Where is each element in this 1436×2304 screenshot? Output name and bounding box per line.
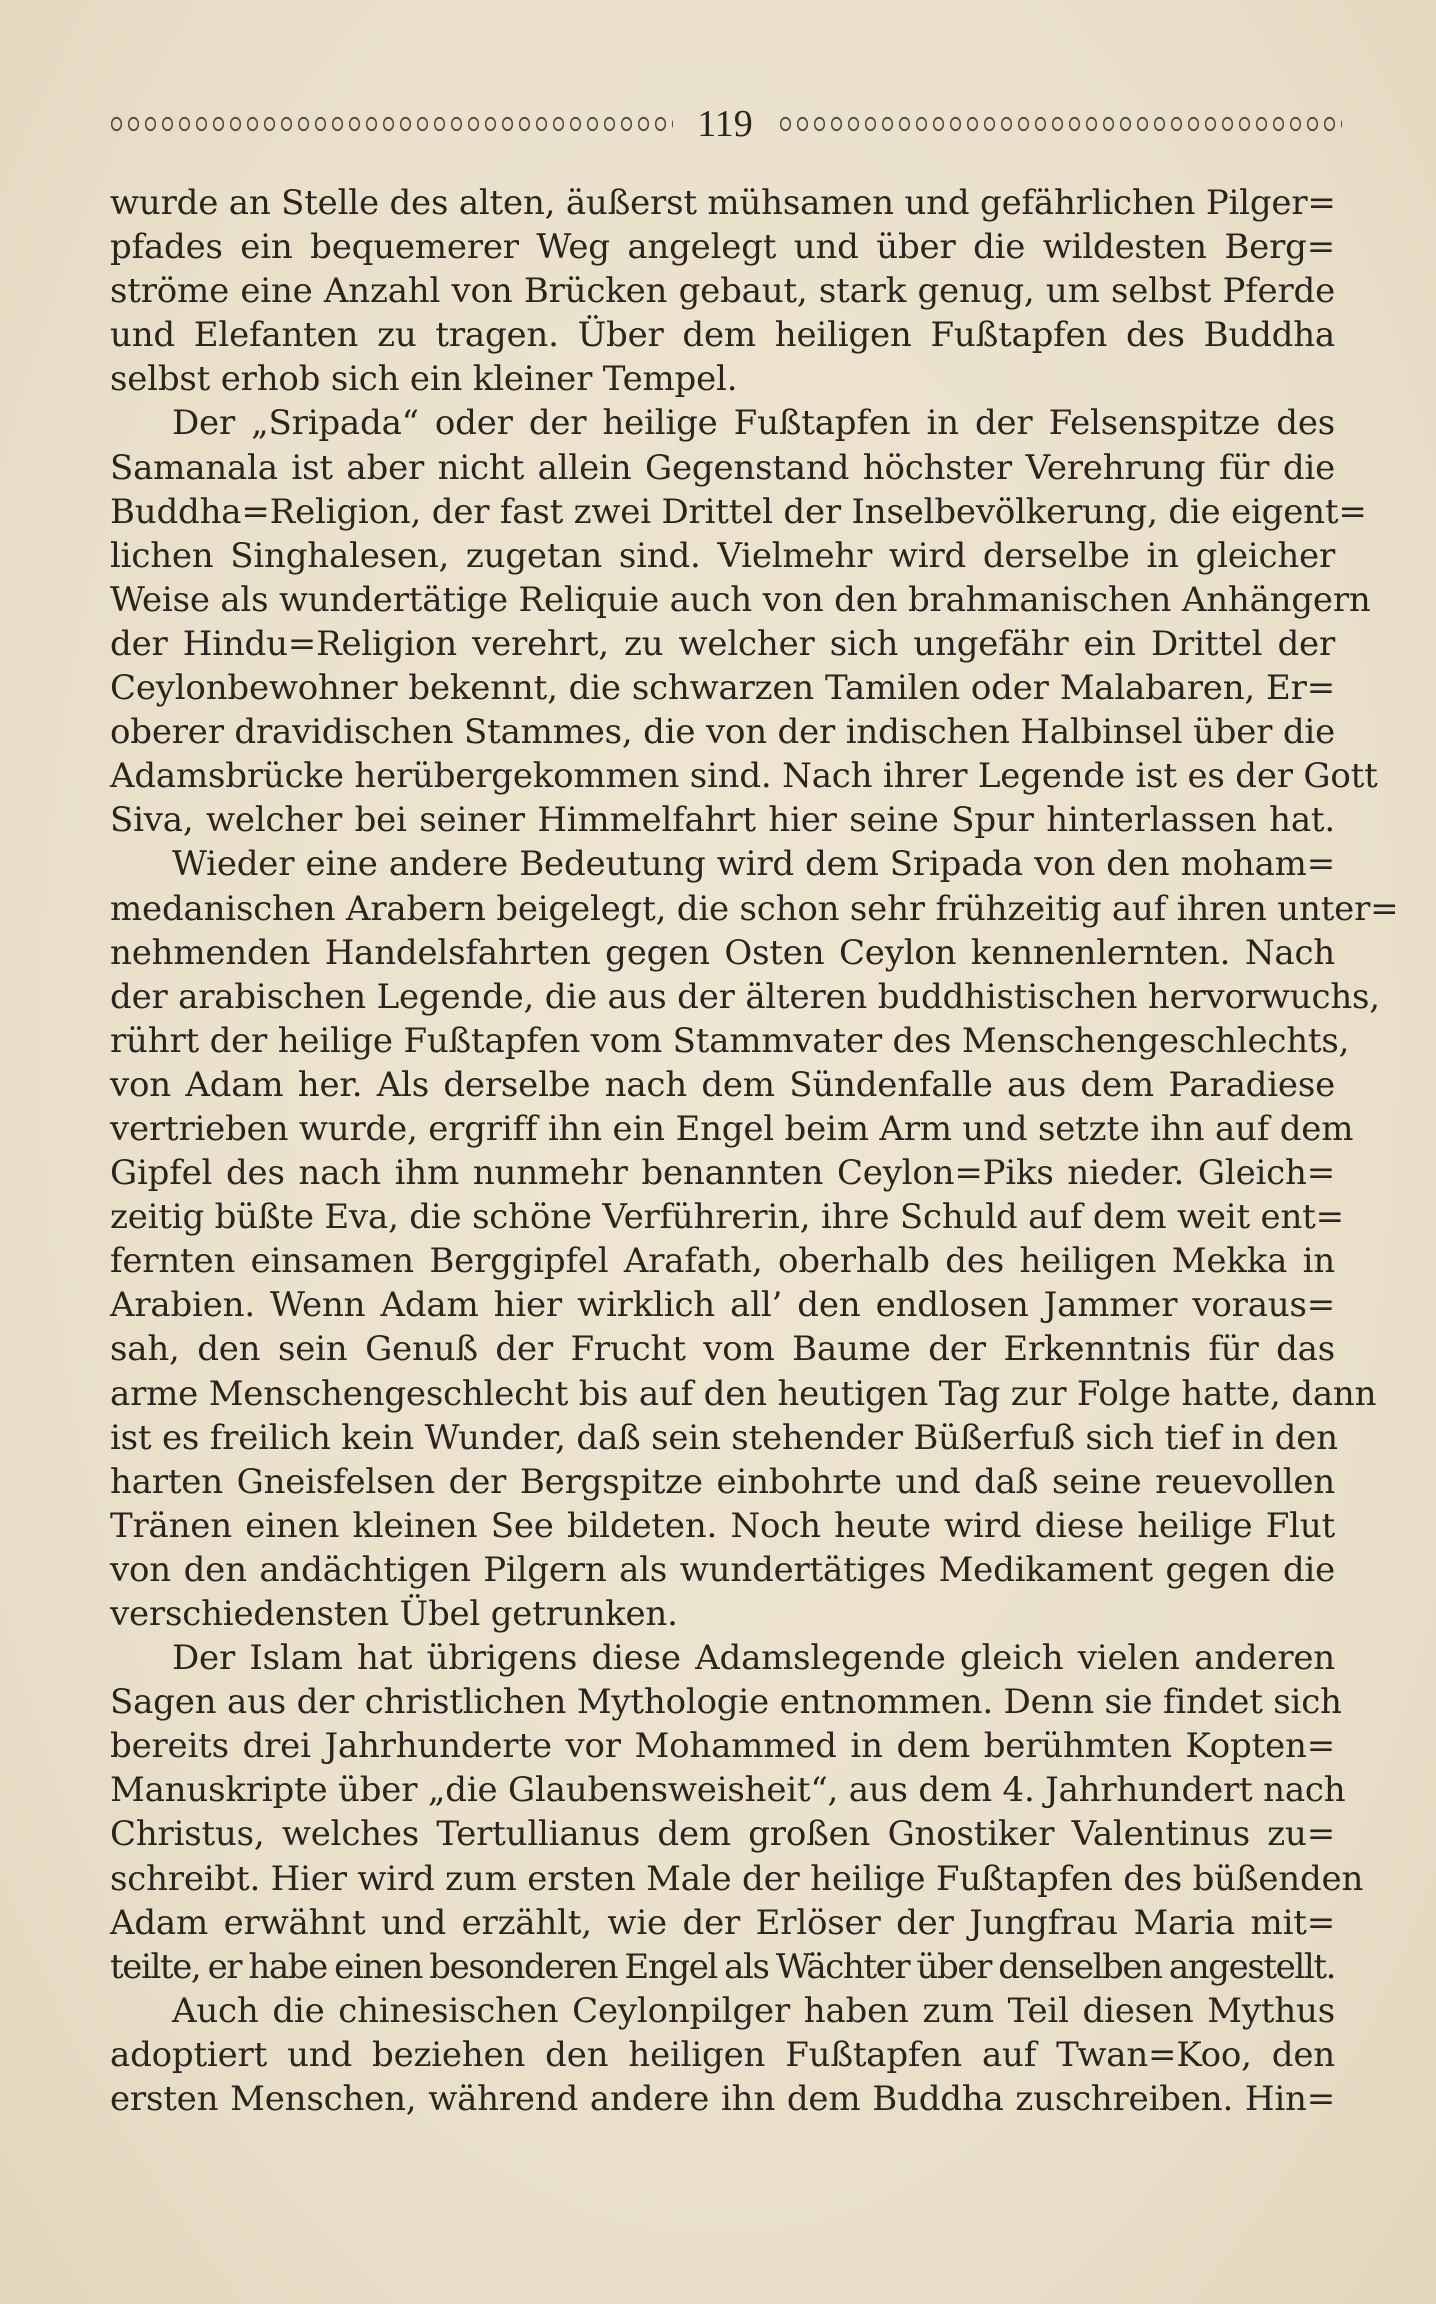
text-line: ist es freilich kein Wunder, daß sein stehender Büßerfuß sich tief in den xyxy=(110,1417,1338,1458)
text-line: Weise als wundertätige Reliquie auch von den brahmanischen Anhängern xyxy=(110,579,1371,620)
text-line: oberer dravidischen Stammes, die von der indischen Halbinsel über die xyxy=(110,712,1335,753)
text-line: nehmenden Handelsfahrten gegen Osten Ceylon kennenlernten. Nach xyxy=(110,932,1335,973)
text-line: Siva, welcher bei seiner Himmelfahrt hier seine Spur hinterlassen hat. xyxy=(110,800,1335,841)
text-line: Sagen aus der christlichen Mythologie entnommen. Denn sie findet sich xyxy=(110,1682,1342,1723)
page-number: 119 xyxy=(697,103,753,145)
body-text xyxy=(110,181,1399,2121)
text-line: Adam erwähnt und erzählt, wie der Erlöser der Jungfrau Maria mit= xyxy=(110,1902,1335,1943)
text-line: Der „Sripada“ oder der heilige Fußtapfen in der Felsenspitze des xyxy=(172,403,1335,444)
text-line: fernten einsamen Berggipfel Arafath, oberhalb des heiligen Mekka in xyxy=(110,1241,1335,1282)
text-line: der arabischen Legende, die aus der älteren buddhistischen hervorwuchs, xyxy=(110,976,1380,1017)
text-line: selbst erhob sich ein kleiner Tempel. xyxy=(110,359,738,400)
text-line: Manuskripte über „die Glaubensweisheit“, aus dem 4. Jahrhundert nach xyxy=(110,1770,1346,1811)
text-line: verschiedensten Übel getrunken. xyxy=(110,1594,678,1634)
text-line: Arabien. Wenn Adam hier wirklich all’ den endlosen Jammer voraus= xyxy=(110,1285,1335,1326)
text-line: schreibt. Hier wird zum ersten Male der heilige Fußtapfen des büßenden xyxy=(110,1858,1364,1899)
text-line: Ceylonbewohner bekennt, die schwarzen Tamilen oder Malabaren, Er= xyxy=(110,668,1335,709)
text-line: und Elefanten zu tragen. Über dem heiligen Fußtapfen des Buddha xyxy=(110,315,1335,356)
text-line: zeitig büßte Eva, die schöne Verführerin, ihre Schuld auf dem weit ent= xyxy=(110,1197,1344,1238)
page-header xyxy=(108,100,1342,148)
text-line: Samanala ist aber nicht allein Gegenstand höchster Verehrung für die xyxy=(110,447,1335,488)
text-line: Gipfel des nach ihm nunmehr benannten Ceylon=Piks nieder. Gleich= xyxy=(110,1153,1335,1194)
text-line: pfades ein bequemerer Weg angelegt und über die wildesten Berg= xyxy=(110,227,1335,268)
text-line: Christus, welches Tertullianus dem großen Gnostiker Valentinus zu= xyxy=(110,1814,1335,1855)
text-line: Wieder eine andere Bedeutung wird dem Sripada von den moham= xyxy=(172,844,1335,885)
text-line: medanischen Arabern beigelegt, die schon sehr frühzeitig auf ihren unter= xyxy=(110,888,1399,929)
text-line: der Hindu=Religion verehrt, zu welcher sich ungefähr ein Drittel der xyxy=(110,623,1335,664)
text-line: Der Islam hat übrigens diese Adamslegende gleich vielen anderen xyxy=(172,1638,1335,1679)
text-line: ersten Menschen, während andere ihn dem Buddha zuschreiben. Hin= xyxy=(110,2079,1335,2120)
text-line: wurde an Stelle des alten, äußerst mühsamen und gefährlichen Pilger= xyxy=(110,183,1336,223)
header-ornament-left xyxy=(108,111,673,137)
text-line: rührt der heilige Fußtapfen vom Stammvater des Menschengeschlechts, xyxy=(110,1020,1350,1061)
text-line: teilte, er habe einen besonderen Engel als Wächter über denselben angestellt. xyxy=(110,1946,1335,1987)
header-ornament-right xyxy=(777,111,1342,137)
text-line: bereits drei Jahrhunderte vor Mohammed in dem berühmten Kopten= xyxy=(110,1726,1335,1767)
text-line: arme Menschengeschlecht bis auf den heutigen Tag zur Folge hatte, dann xyxy=(110,1373,1377,1414)
text-line: harten Gneisfelsen der Bergspitze einbohrte und daß seine reuevollen xyxy=(110,1461,1335,1502)
text-line: Auch die chinesischen Ceylonpilger haben zum Teil diesen Mythus xyxy=(172,1990,1335,2031)
text-line: Buddha=Religion, der fast zwei Drittel der Inselbevölkerung, die eigent= xyxy=(110,491,1367,532)
text-line: von Adam her. Als derselbe nach dem Sündenfalle aus dem Paradiese xyxy=(110,1064,1335,1105)
text-line: sah, den sein Genuß der Frucht vom Baume der Erkenntnis für das xyxy=(110,1329,1335,1370)
text-line: vertrieben wurde, ergriff ihn ein Engel beim Arm und setzte ihn auf dem xyxy=(110,1108,1354,1149)
text-line: von den andächtigen Pilgern als wundertätiges Medikament gegen die xyxy=(110,1549,1335,1590)
text-line: Adamsbrücke herübergekommen sind. Nach ihrer Legende ist es der Gott xyxy=(110,756,1378,797)
text-line: lichen Singhalesen, zugetan sind. Vielmehr wird derselbe in gleicher xyxy=(110,535,1335,576)
text-line: Tränen einen kleinen See bildeten. Noch heute wird diese heilige Flut xyxy=(110,1505,1335,1546)
text-line: ströme eine Anzahl von Brücken gebaut, stark genug, um selbst Pferde xyxy=(110,271,1335,312)
text-line: adoptiert und beziehen den heiligen Fußtapfen auf Twan=Koo, den xyxy=(110,2034,1335,2075)
